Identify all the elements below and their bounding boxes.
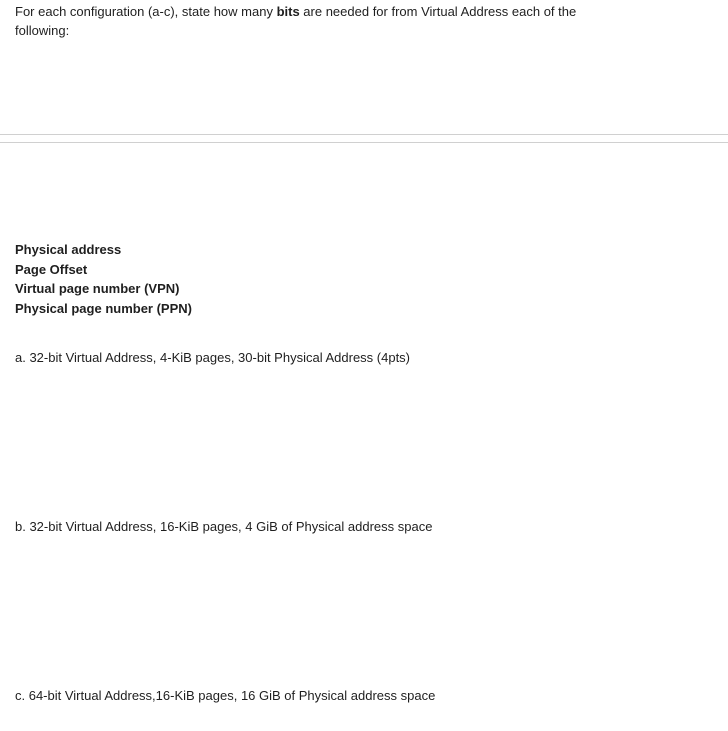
- question-b: b. 32-bit Virtual Address, 16-KiB pages, 4 GiB of Physical address space: [15, 519, 433, 534]
- term-page-offset: Page Offset: [15, 261, 88, 277]
- instructions-bold-word: bits: [276, 4, 300, 19]
- instructions-text-start: For each configuration (a-c), state how many: [15, 4, 277, 19]
- terms-list: [15, 240, 192, 318]
- term-physical-address: Physical address: [15, 242, 122, 257]
- question-c: c. 64-bit Virtual Address,16-KiB pages, 16 GiB of Physical address space: [15, 688, 436, 703]
- term-vpn: Virtual page number (VPN): [15, 281, 180, 296]
- instructions-paragraph: [15, 2, 615, 40]
- divider-top: [0, 134, 728, 135]
- term-ppn: Physical page number (PPN): [15, 300, 192, 316]
- divider-bottom: [0, 142, 728, 143]
- instructions-text-end: are needed for from Virtual Address each of the following:: [15, 4, 577, 38]
- question-a: a. 32-bit Virtual Address, 4-KiB pages, 30-bit Physical Address (4pts): [15, 350, 411, 365]
